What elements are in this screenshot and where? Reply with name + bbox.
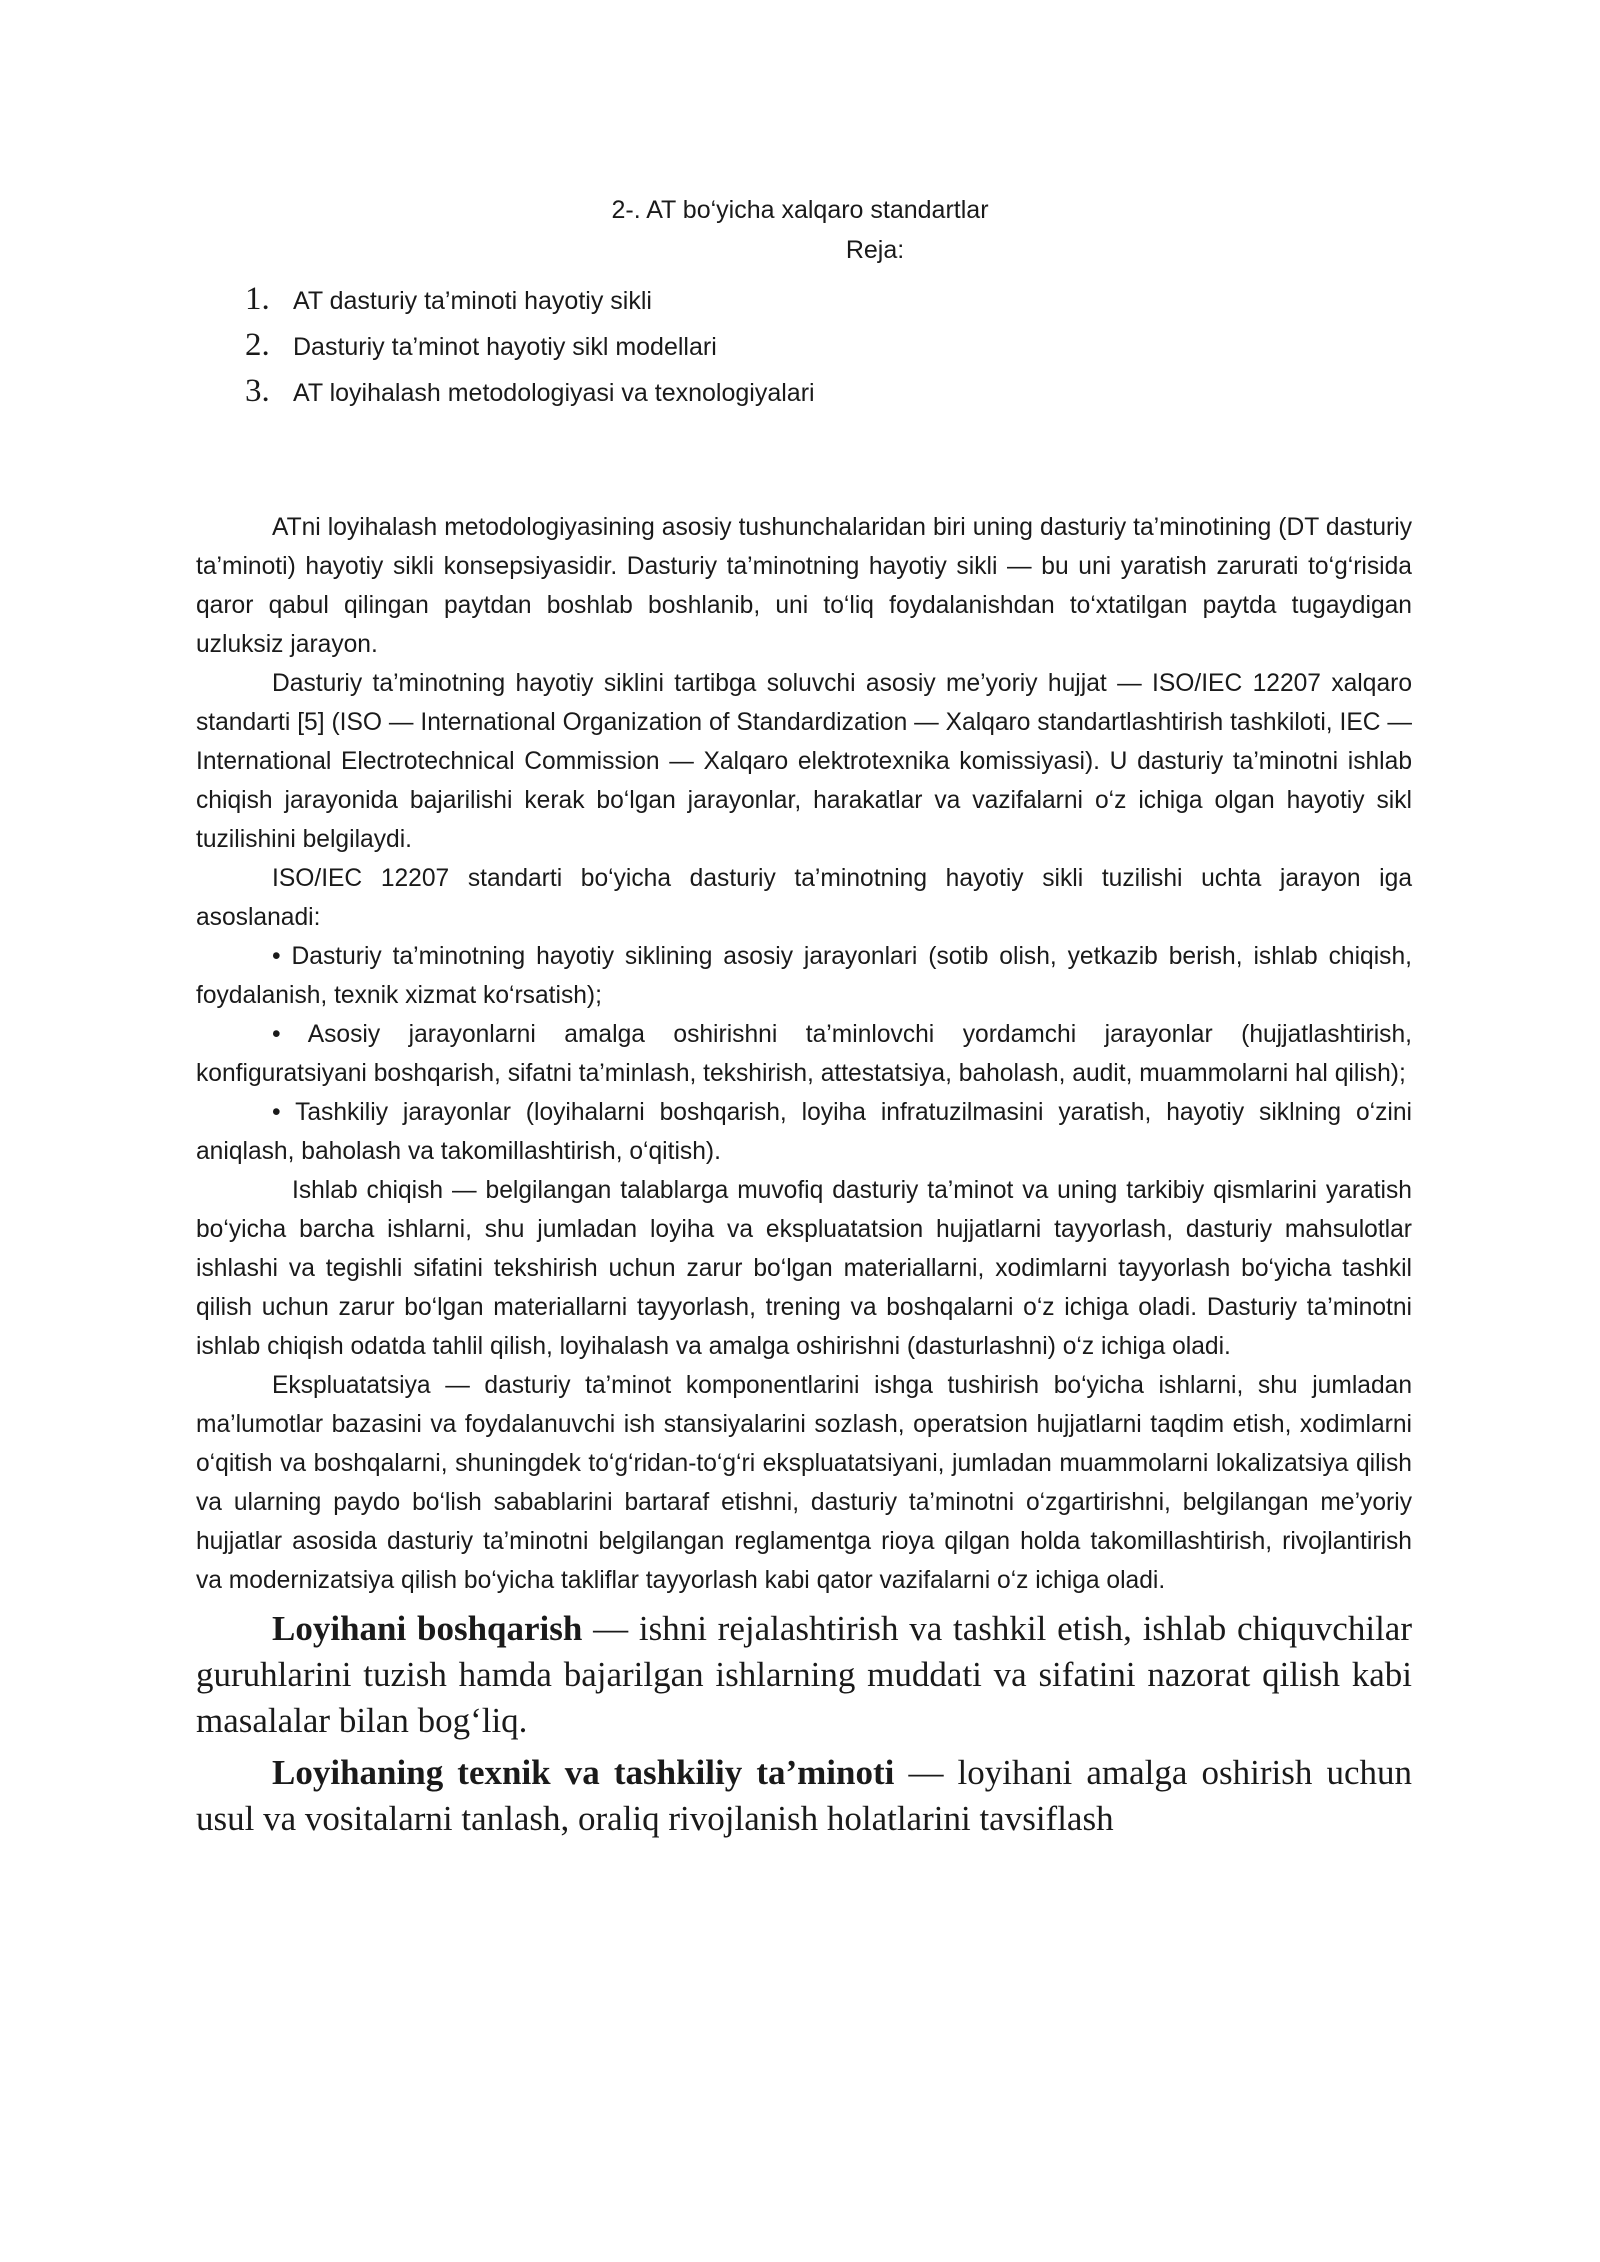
plan-list [245, 276, 815, 414]
paragraph-development: Ishlab chiqish — belgilangan talablarga muvofiq dasturiy ta’minot va uning tarkibiy qismlarini yaratish bo‘yicha barcha ishlarni, shu jumladan loyiha va ekspluatatsion hujjatlarni tayyorlash, dasturiy mahsulotlar ishlashi va tegishli sifatini tekshirish uchun zarur bo‘lgan materiallarni, xodimlarni tayyorlash bo‘yicha tashkil qilish uchun zarur bo‘lgan materiallarni tayyorlash, trening va boshqalarni o‘z ichiga oladi. Dasturiy ta’minotni ishlab chiqish odatda tahlil qilish, loyihalash va amalga oshirishni (dasturlashni) o‘z ichiga oladi. [196, 1177, 1412, 1360]
paragraph-exploitation: Ekspluatatsiya — dasturiy ta’minot komponentlarini ishga tushirish bo‘yicha ishlarni, shu jumladan ma’lumotlar bazasini va foydalanuvchi ish stansiyalarini sozlash, operatsion hujjatlarni taqdim etish, xodimlarni o‘qitish va boshqalarni, shuningdek to‘g‘ridan-to‘g‘ri ekspluatatsiyani, jumladan muammolarni lokalizatsiya qilish va ularning paydo bo‘lish sabablarini bartaraf etishni, dasturiy ta’minotni o‘zgartirishni, belgilangan me’yoriy hujjatlar asosida dasturiy ta’minotni belgilangan reglamentga rioya qilgan holda takomillashtirish, rivojlantirish va modernizatsiya qilish bo‘yicha takliflar tayyorlash kabi qator vazifalarni o‘z ichiga oladi. [196, 1372, 1412, 1594]
plan-item-text: AT dasturiy ta’minoti hayotiy sikli [293, 287, 652, 315]
bullet-main-processes: • Dasturiy ta’minotning hayotiy siklining asosiy jarayonlari (sotib olish, yetkazib berish, ishlab chiqish, foydalanish, texnik xizmat ko‘rsatish); [196, 943, 1412, 1009]
definition-project-support: — loyihani amalga oshirish uchun usul va vositalarni tanlash, oraliq rivojlanish holatlarini tavsiflash [196, 1753, 1413, 1838]
document-title: 2-. AT bo‘yicha xalqaro standartlar [611, 196, 989, 224]
plan-item [245, 322, 815, 368]
paragraph-lifecycle-concept: ATni loyihalash metodologiyasining asosiy tushunchalaridan biri uning dasturiy ta’minotining (DT dasturiy ta’minoti) hayotiy sikli konsepsiyasidir. Dasturiy ta’minotning hayotiy sikli — bu uni yaratish zarurati to‘g‘risida qaror qabul qilingan paytdan boshlab boshlanib, uni to‘liq foydalanishdan to‘xtatilgan paytda tugaydigan uzluksiz jarayon. [196, 514, 1412, 658]
plan-item-number: 2. [245, 327, 270, 363]
document-body [196, 508, 1412, 1842]
paragraph-project-support [196, 1750, 1412, 1842]
term-project-support: Loyihaning texnik va tashkiliy ta’minoti [272, 1753, 895, 1792]
plan-item-text: Dasturiy ta’minot hayotiy sikl modellari [293, 333, 717, 361]
plan-item [245, 368, 815, 414]
paragraph-project-management [196, 1606, 1412, 1744]
bullet-organizational-processes: • Tashkiliy jarayonlar (loyihalarni boshqarish, loyiha infratuzilmasini yaratish, hayotiy siklning o‘zini aniqlash, baholash va takomillashtirish, o‘qitish). [196, 1099, 1412, 1165]
paragraph-structure-intro: ISO/IEC 12207 standarti bo‘yicha dasturiy ta’minotning hayotiy sikli tuzilishi uchta jarayon iga asoslanadi: [196, 865, 1412, 931]
definition-project-management: — ishni rejalashtirish va tashkil etish, ishlab chiquvchilar guruhlarini tuzish hamda bajarilgan ishlarning muddati va sifatini nazorat qilish kabi masalalar bilan bog‘liq. [196, 1609, 1412, 1740]
bullet-support-processes: • Asosiy jarayonlarni amalga oshirishni ta’minlovchi yordamchi jarayonlar (hujjatlashtirish, konfiguratsiyani boshqarish, sifatni ta’minlash, tekshirish, attestatsiya, baholash, audit, muammolarni hal qilish); [196, 1021, 1412, 1087]
plan-item-text: AT loyihalash metodologiyasi va texnologiyalari [293, 379, 815, 407]
plan-item [245, 276, 815, 322]
plan-item-number: 3. [245, 373, 270, 409]
plan-label: Reja: [845, 236, 905, 264]
paragraph-iso-standard: Dasturiy ta’minotning hayotiy siklini tartibga soluvchi asosiy me’yoriy hujjat — ISO/IEC 12207 xalqaro standarti [5] (ISO — International Organization of Standardization — Xalqaro standartlashtirish tashkiloti, IEC — International Electrotechnical Commission — Xalqaro elektrotexnika komissiyasi). U dasturiy ta’minotni ishlab chiqish jarayonida bajarilishi kerak bo‘lgan jarayonlar, harakatlar va vazifalarni o‘z ichiga olgan hayotiy sikl tuzilishini belgilaydi. [196, 670, 1412, 853]
plan-item-number: 1. [245, 281, 270, 317]
term-project-management: Loyihani boshqarish [272, 1609, 583, 1648]
